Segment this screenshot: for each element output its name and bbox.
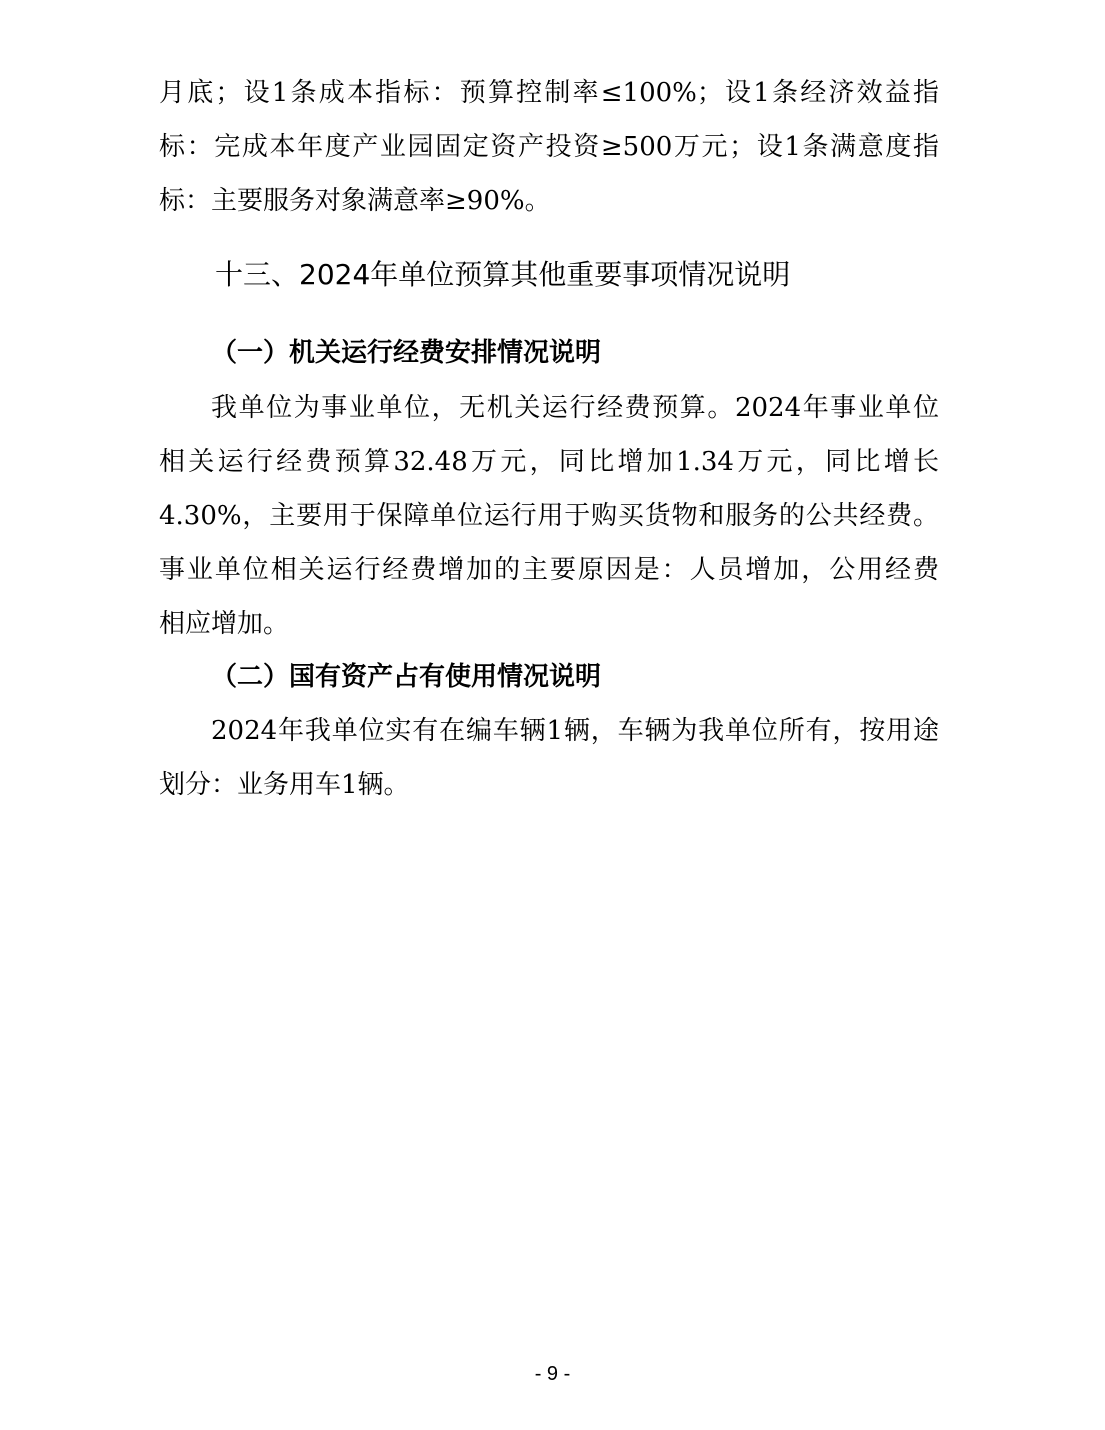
paragraph-line: 标：完成本年度产业园固定资产投资≥500万元；设1条满意度指: [159, 132, 939, 162]
paragraph-line: 标：主要服务对象满意率≥90%。: [159, 186, 551, 216]
paragraph-line: 2024年我单位实有在编车辆1辆，车辆为我单位所有，按用途: [211, 716, 939, 746]
paragraph-line: 4.30%，主要用于保障单位运行用于购买货物和服务的公共经费。: [159, 501, 939, 531]
subsection-heading: （一）机关运行经费安排情况说明: [211, 338, 602, 368]
page-number: - 9 -: [534, 1363, 571, 1385]
paragraph-line: 相关运行经费预算32.48万元，同比增加1.34万元，同比增长: [159, 447, 939, 477]
paragraph-line: 划分：业务用车1辆。: [159, 770, 410, 800]
paragraph-line: 事业单位相关运行经费增加的主要原因是：人员增加，公用经费: [159, 555, 939, 585]
paragraph-line: 相应增加。: [159, 609, 290, 639]
subsection-heading: （二）国有资产占有使用情况说明: [211, 662, 602, 692]
paragraph-line: 月底；设1条成本指标：预算控制率≤100%；设1条经济效益指: [159, 78, 939, 108]
section-heading: 十三、2024年单位预算其他重要事项情况说明: [215, 258, 791, 291]
paragraph-line: 我单位为事业单位，无机关运行经费预算。2024年事业单位: [211, 393, 939, 423]
